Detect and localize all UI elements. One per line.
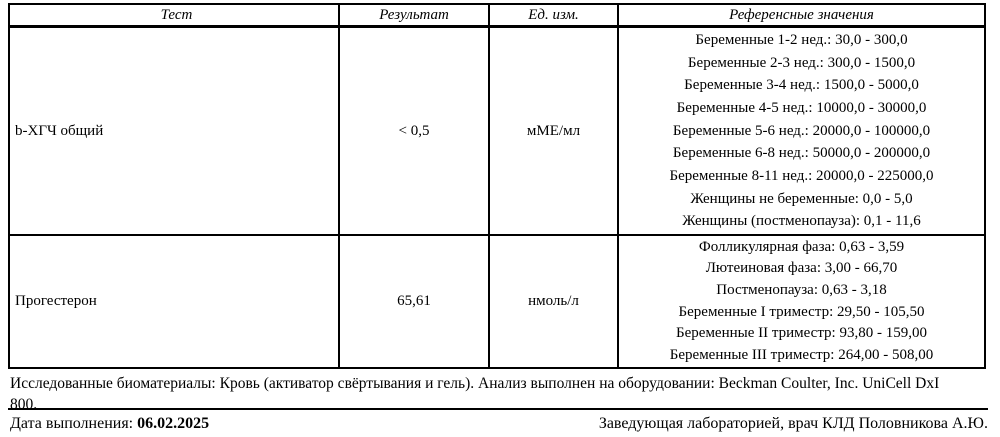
header-reference: Референсные значения (729, 7, 874, 23)
biomaterials-note-line1: Исследованные биоматериалы: Кровь (активатор свёртывания и гель). Анализ выполнен на оборудовании: Beckman Coulter, Inc. UniCell DxI (10, 375, 940, 392)
reference-range-line: Беременные 1-2 нед.: 30,0 - 300,0 (695, 31, 908, 48)
reference-range-line: Беременные 5-6 нед.: 20000,0 - 100000,0 (672, 122, 931, 139)
reference-range-line: Женщины (постменопауза): 0,1 - 11,6 (682, 213, 921, 230)
reference-range-line: Женщины не беременные: 0,0 - 5,0 (690, 190, 913, 207)
test-name: b-ХГЧ общий (10, 28, 340, 234)
test-result: < 0,5 (340, 28, 490, 234)
reference-ranges (619, 236, 984, 367)
table-header-row (10, 5, 984, 28)
footer (10, 414, 988, 434)
reference-range-line: Беременные II триместр: 93,80 - 159,00 (676, 325, 927, 342)
header-test: Тест (10, 5, 340, 25)
test-unit: нмоль/л (490, 236, 619, 367)
table-row (10, 236, 984, 367)
footer-divider (8, 408, 988, 410)
reference-range-line: Беременные 2-3 нед.: 300,0 - 1500,0 (687, 54, 916, 71)
test-result: 65,61 (340, 236, 490, 367)
lab-director-signature: Заведующая лабораторией, врач КЛД Половникова А.Ю. (598, 415, 988, 432)
reference-range-line: Беременные III триместр: 264,00 - 508,00 (669, 346, 934, 363)
execution-date-value: 06.02.2025 (137, 415, 210, 432)
reference-range-line: Фолликулярная фаза: 0,63 - 3,59 (698, 238, 905, 255)
reference-range-line: Беременные 3-4 нед.: 1500,0 - 5000,0 (684, 77, 919, 94)
header-unit: Ед. изм. (490, 5, 619, 25)
reference-range-line: Лютеиновая фаза: 3,00 - 66,70 (705, 260, 898, 277)
execution-date-label: Дата выполнения: (10, 415, 134, 432)
reference-range-line: Постменопауза: 0,63 - 3,18 (716, 281, 887, 298)
test-unit: мМЕ/мл (490, 28, 619, 234)
header-result: Результат (340, 5, 490, 25)
test-name: Прогестерон (10, 236, 340, 367)
reference-range-line: Беременные 4-5 нед.: 10000,0 - 30000,0 (676, 99, 927, 116)
reference-range-line: Беременные 6-8 нед.: 50000,0 - 200000,0 (672, 145, 931, 162)
results-table (8, 3, 986, 369)
reference-range-line: Беременные 8-11 нед.: 20000,0 - 225000,0 (669, 168, 934, 185)
reference-range-line: Беременные I триместр: 29,50 - 105,50 (678, 303, 925, 320)
table-row (10, 28, 984, 236)
biomaterials-note-line2: 800. (10, 396, 38, 413)
execution-date (10, 414, 209, 434)
reference-ranges (619, 28, 984, 234)
